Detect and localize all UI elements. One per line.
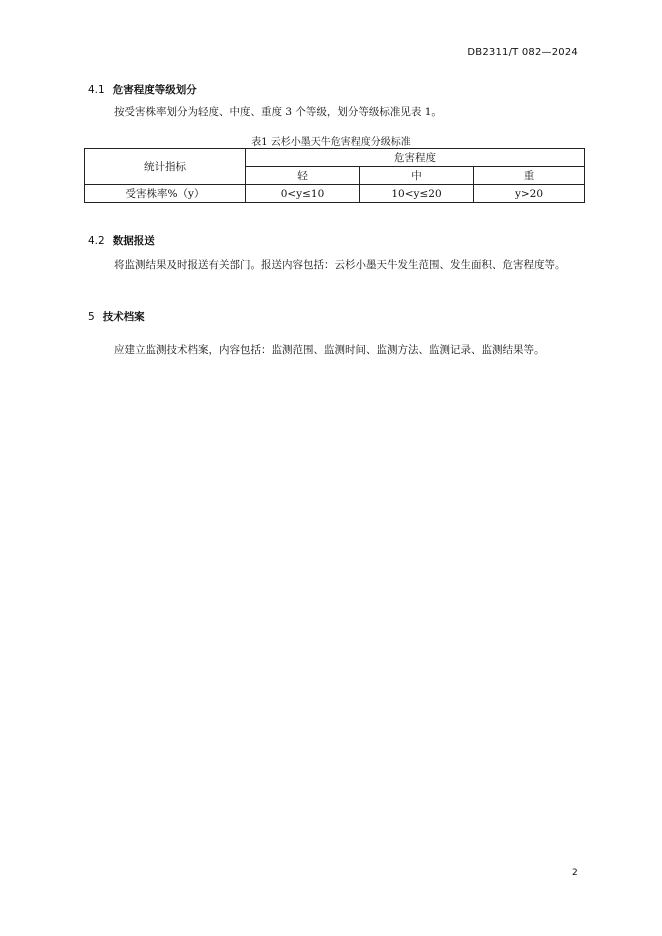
section-number: 4.2 (88, 235, 105, 247)
section-number: 4.1 (88, 84, 105, 96)
table-cell-light: 0<y≤10 (246, 185, 360, 203)
section-number: 5 (88, 311, 95, 323)
section-4-1-heading (88, 82, 197, 97)
hazard-grade-table (84, 148, 585, 203)
table-cell-heavy: y>20 (474, 185, 585, 203)
table-header-indicator: 统计指标 (85, 149, 246, 185)
table-header-level-medium: 中 (360, 167, 474, 185)
section-5-paragraph: 应建立监测技术档案，内容包括：监测范围、监测时间、监测方法、监测记录、监测结果等。 (114, 344, 545, 356)
section-4-1-paragraph: 按受害株率划分为轻度、中度、重度 3 个等级，划分等级标准见表 1。 (114, 106, 442, 118)
section-4-2-paragraph: 将监测结果及时报送有关部门。报送内容包括：云杉小墨天牛发生范围、发生面积、危害程度等。 (114, 259, 566, 271)
table-caption: 表1 云杉小墨天牛危害程度分级标准 (251, 137, 411, 148)
section-5-heading (88, 309, 145, 324)
section-title: 技术档案 (102, 311, 145, 323)
section-title: 数据报送 (112, 235, 155, 247)
section-title: 危害程度等级划分 (112, 84, 197, 96)
page-number: 2 (572, 868, 578, 878)
table-header-level-light: 轻 (246, 167, 360, 185)
table-cell-medium: 10<y≤20 (360, 185, 474, 203)
table-header-level-heavy: 重 (474, 167, 585, 185)
section-4-2-heading (88, 233, 155, 248)
document-id-header: DB2311/T 082—2024 (467, 47, 578, 58)
table-header-hazard-degree: 危害程度 (246, 149, 585, 167)
table-row-label: 受害株率%（y） (85, 185, 246, 203)
